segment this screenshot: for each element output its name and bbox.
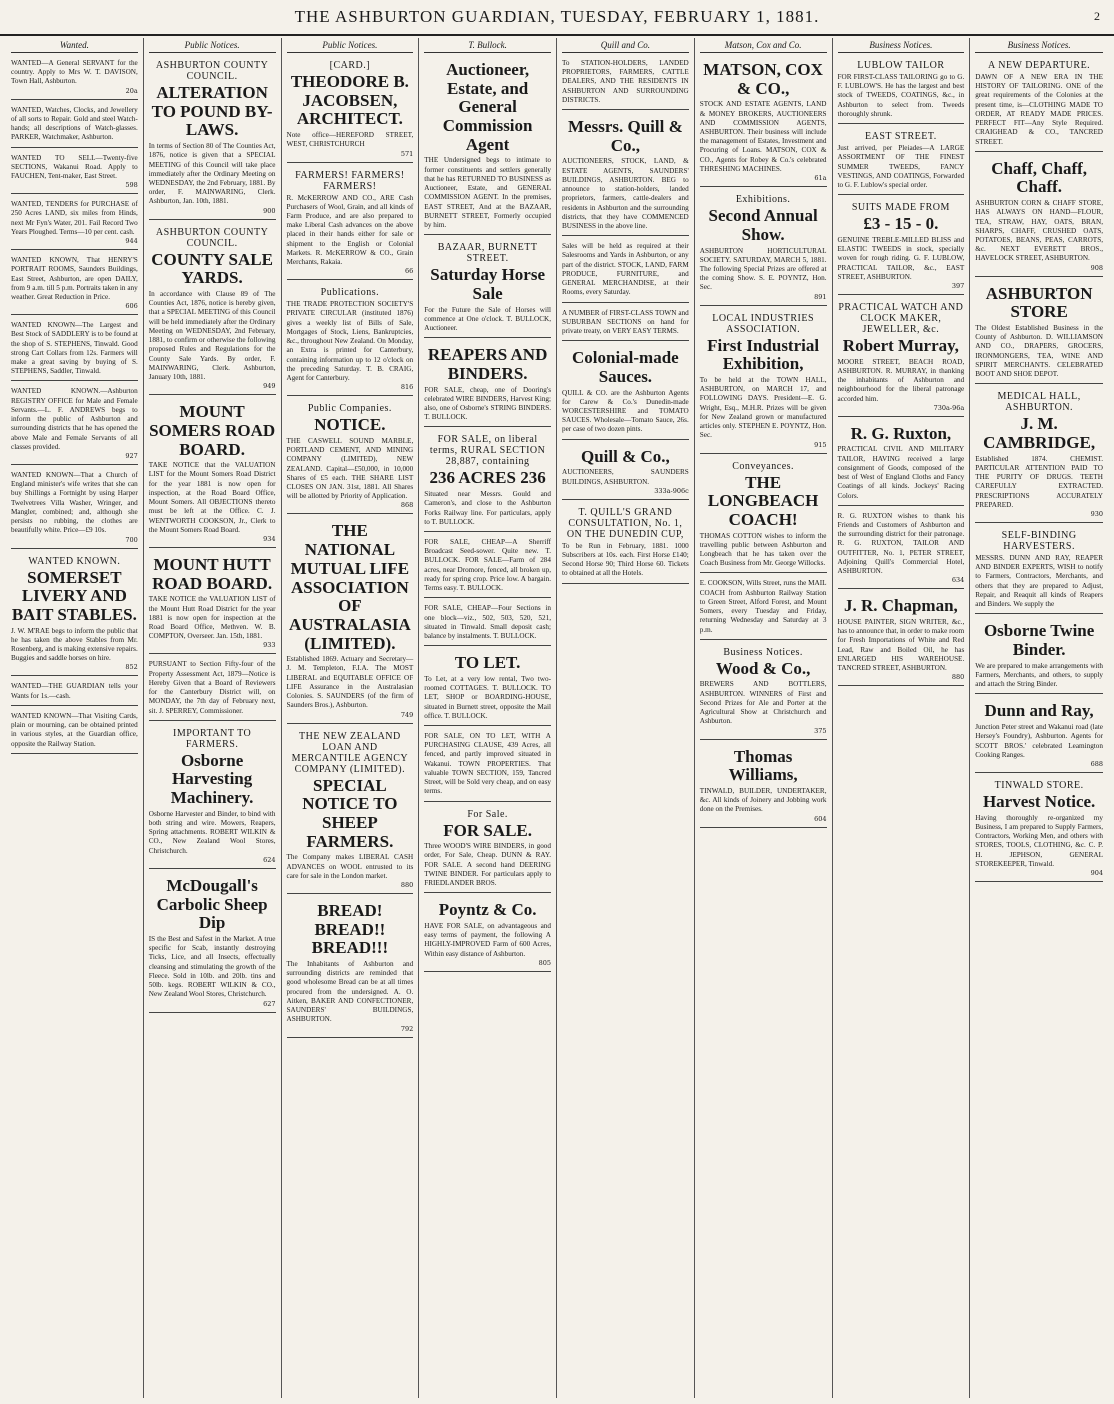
ad-body: FOR SALE, ON TO LET, WITH A PURCHASING CLAUSE, 439 Acres, all fenced, and partly improved situated in Wakanui. TOWN PROPERTIES. That valuable TOWN SECTION, 159, Tancred Street, will be Sold very cheap, and on easy terms. (424, 732, 551, 796)
ad-reference-number: 930 (1090, 510, 1103, 519)
ad-heading: ASHBURTON COUNTY COUNCIL. (155, 60, 269, 82)
ad-title: NOTICE. (314, 415, 386, 435)
ad-title: SOMERSET LIVERY AND BAIT STABLES. (11, 567, 137, 624)
ad-body: GENUINE TREBLE-MILLED BLISS and ELASTIC TWEEDS in stock, specially woven for rough riding. G. F. LUBLOW, PRACTICAL TAILOR, &c., EAST STREET, ASHBURTON. (837, 235, 965, 281)
column-4 (419, 38, 557, 1398)
advertisement (838, 298, 965, 417)
ad-title: Poyntz & Co. (438, 900, 537, 920)
advertisement (11, 468, 138, 549)
ad-heading: ASHBURTON COUNTY COUNCIL. (155, 226, 269, 249)
ad-body: THE CASWELL SOUND MARBLE, PORTLAND CEMENT, AND MINING COMPANY (LIMITED), NEW ZEALAND. Capital—£50,000, in 10,000 Shares of £5 each. THE SHARE LIST CLOSES ON JAN. 31st, 1881. All Shares will be allotted by Priority of Application. (286, 436, 414, 501)
ad-reference-number: 397 (951, 281, 965, 290)
ad-body: WANTED TO SELL—Twenty-five SECTIONS, Wakanui Road. Apply to FAUCHEN, Tent-maker, East Street. (11, 153, 138, 180)
ad-reference-number: 880 (951, 673, 965, 682)
advertisement (424, 535, 551, 598)
ad-title: THE NATIONAL MUTUAL LIFE ASSOCIATION OF AUSTRALASIA (LIMITED). (288, 521, 411, 653)
ad-reference-number: 61a (814, 174, 827, 183)
ad-title: Harvest Notice. (982, 791, 1096, 811)
ad-reference-number: 604 (814, 814, 827, 823)
ad-body: The Company makes LIBERAL CASH ADVANCES on WOOL entrusted to its care for sale in the London market. (286, 853, 414, 880)
ad-title: MATSON, COX & CO., (703, 60, 823, 98)
advertisement (287, 283, 414, 396)
ad-title: THEODORE B. JACOBSEN, ARCHITECT. (290, 72, 409, 129)
ad-body: We are prepared to make arrangements with Farmers, Merchants, and others, to supply and attach the String Binder. (975, 661, 1103, 689)
ad-title: Osborne Harvesting Machinery. (170, 750, 254, 808)
ad-heading: BAZAAR, BURNETT STREET. (437, 242, 538, 265)
advertisement (975, 776, 1103, 882)
advertisement (11, 552, 138, 677)
column-8 (970, 38, 1108, 1398)
advertisement (838, 420, 965, 506)
ad-reference-number: 598 (125, 181, 138, 190)
advertisement (149, 56, 276, 220)
newspaper-title: THE ASHBURTON GUARDIAN, TUESDAY, FEBRUARY 1, 1881. (294, 7, 820, 26)
advertisement (11, 709, 138, 754)
advertisement (424, 56, 551, 235)
ad-body: FOR SALE, CHEAP—Four Sections in one block—viz., 502, 503, 520, 521, situated in Tinwald. Small deposit cash; balance by instalments. T. BULLOCK. (424, 604, 551, 640)
ad-body: WANTED KNOWN—The Largest and Best Stock of SADDLERY is to be found at the shop of S. STEPHENS, Tinwald. Good strong Cart Collars from 12s. Farmers will make a great saving by buying of S. STEPHENS, Saddler, Tinwald. (11, 321, 138, 376)
advertisement (700, 309, 827, 454)
newspaper-columns (6, 38, 1108, 1398)
ad-body: To be Run in February, 1881. 1000 Subscribers at 10s. each. First Horse £140; Second Horse 90; Third Horse 60. Tickets to obtained at all the Hotels. (562, 541, 689, 578)
advertisement (11, 318, 138, 381)
advertisement (11, 56, 138, 100)
advertisement (424, 729, 551, 802)
ad-body: FOR SALE, CHEAP—A Sherriff Broadcast Seed-sower. Quite new. T. BULLOCK. FOR SALE—Farm of 284 acres, near Dromore, fenced, all broken up, ready for spring crop. Price low. A bargain. Terms easy. T. BULLOCK. (424, 538, 551, 593)
ad-reference-number: 949 (263, 382, 276, 391)
ad-body: FOR FIRST-CLASS TAILORING go to G. F. LUBLOW'S. He has the largest and best stock of TWEEDS, COATINGS, &c., in Ashburton to select from. Tweeds thoroughly shrunk. (837, 73, 965, 118)
ad-body: TAKE NOTICE that the VALUATION LIST for the Mount Somers Road District for the year 1881 is now open for inspection, at the Road Board Office, Mount Somers. All OBJECTIONS thereto must be left at the Office. C. J. WENTWORTH COOKSON, Jr., Clerk to the Mount Somers Road Board. (148, 461, 276, 534)
ad-title: Auctioneer, Estate, and General Commission Agent (442, 60, 533, 154)
ad-title: MOUNT HUTT ROAD BOARD. (152, 554, 273, 593)
column-header: Business Notices. (975, 38, 1103, 53)
advertisement (975, 387, 1103, 523)
column-header: T. Bullock. (424, 38, 551, 53)
ad-heading: Publications. (320, 287, 380, 299)
ad-title: Osborne Twine Binder. (983, 621, 1095, 660)
column-6 (695, 38, 833, 1398)
ad-reference-number: 868 (400, 501, 414, 510)
ad-body: To be held at the TOWN HALL, ASHBURTON, on MARCH 17, and FOLLOWING DAYS. President—E. G. Wright, Esq., M.H.R. Prizes will be given for New Zealand grown or manufactured articles only. STEPHEN E. POYNTZ, Hon. Sec. (699, 375, 827, 440)
advertisement (700, 643, 827, 740)
advertisement (287, 166, 414, 281)
ad-body: R. McKERROW AND CO., ARE Cash Purchasers of Wool, Grain, and all kinds of Farm Produce, and are also prepared to make Liberal Cash advances on the above placed in their hands either for sale or shipment to the English or Colonial Markets. R. McKERROW & CO., Grain Merchants, Rakaia. (286, 193, 414, 267)
masthead (0, 0, 1114, 36)
advertisement (424, 896, 551, 972)
advertisement (11, 384, 138, 465)
ad-body: STOCK AND ESTATE AGENTS, LAND & MONEY BROKERS, AUCTIONEERS AND COMMISSION AGENTS, ASHBURTON. Their business will include the management of Estates, Investment and Procuring of Loans. MATSON, COX & CO., Agents for Robey & Co.'s celebrated THRESHING MACHINES. (699, 100, 827, 173)
ad-reference-number: 688 (1090, 759, 1103, 768)
ad-heading: Public Companies. (307, 403, 392, 415)
column-7 (833, 38, 971, 1398)
ad-body: ASHBURTON CORN & CHAFF STORE, HAS ALWAYS ON HAND—FLOUR, TEA, STRAW, HAY, OATS, BRAN, SHARPS, CHAFF, CRUSHED OATS, POTATOES, BEANS, PEAS, CARROTS, &c. NEXT EVERETT BROS., HAVELOCK STREET, ASHBURTON. (975, 199, 1103, 263)
ad-body: WANTED, Watches, Clocks, and Jewellery of all sorts to Repair. Gold and steel Watch-hands; all descriptions of Watch-glasses. PARKER, Watchmaker, Ashburton. (11, 105, 138, 142)
advertisement (838, 592, 965, 686)
advertisement (975, 697, 1103, 773)
ad-heading: SUITS MADE FROM (851, 202, 950, 214)
ad-reference-number: 927 (125, 452, 138, 460)
advertisement (11, 151, 138, 195)
column-header: Quill and Co. (562, 38, 689, 53)
ad-body: Note office—HEREFORD STREET, WEST, CHRISTCHURCH (286, 131, 414, 149)
ad-reference-number: 816 (400, 383, 414, 392)
ad-body: Just arrived, per Pleiades—A LARGE ASSORTMENT OF THE FINEST SUMMER TWEEDS, FANCY VESTINGS, AND COATINGS, Forwarded to G. F. Lublow's special order. (837, 144, 965, 189)
ad-body: AUCTIONEERS, STOCK, LAND, & ESTATE AGENTS, SAUNDERS' BUILDINGS, ASHBURTON. BEG to announce to station-holders, landed proprietors, farmers, cattle-dealers and residents in Ashburton and the surrounding districts, that they have COMMENCED BUSINESS in the above line. (562, 157, 689, 230)
ad-body: AUCTIONEERS, SAUNDERS BUILDINGS, ASHBURTON. (562, 468, 689, 486)
ad-title: £3 - 15 - 0. (863, 214, 939, 234)
ad-title: BREAD! BREAD!! BREAD!!! (311, 900, 389, 958)
ad-body: IS the Best and Safest in the Market. A true specific for Scab, instantly destroying Ticks, Lice, and all Insects, effectually cleansing and stimulating the growth of the Fleece. Sold in 10lb. and 20lb. tins and 50lb. kegs. ROBERT WILKIN & CO., New Zealand Wool Stores, Christchurch. (148, 934, 276, 999)
ad-reference-number: 571 (400, 149, 414, 158)
ad-heading: EAST STREET. (865, 131, 937, 143)
ad-heading: FARMERS! FARMERS! FARMERS! (295, 169, 405, 192)
advertisement (149, 872, 276, 1013)
ad-body: MESSRS. DUNN AND RAY, REAPER AND BINDER EXPERTS, WISH to notify to Farmers, Contractors, Merchants, and others that they are prepared to Adjust, Repair, and Reaquit all kinds of Reapers and Binders. We supply the (975, 554, 1103, 609)
ad-reference-number: 904 (1090, 868, 1103, 877)
ad-reference-number: 852 (125, 663, 138, 672)
advertisement (424, 601, 551, 646)
ad-body: WANTED KNOWN—That Visiting Cards, plain or mourning, can be obtained printed in various styles, at the Guardian office, opposite the Railway Station. (11, 711, 138, 748)
ad-title: Wood & Co., (715, 658, 811, 678)
ad-reference-number: 606 (125, 302, 138, 311)
ad-title: Robert Murray, (842, 335, 959, 355)
ad-heading: WANTED KNOWN. (28, 555, 121, 567)
ad-title: Messrs. Quill & Co., (568, 117, 683, 155)
ad-body: THOMAS COTTON wishes to inform the travelling public between Ashburton and Longbeach that he has taken over the Coach Business from Mr. George Willocks. (699, 531, 827, 568)
advertisement (700, 56, 827, 187)
ad-title: Dunn and Ray, (984, 701, 1094, 721)
ad-reference-number: 20a (125, 86, 138, 95)
column-header: Wanted. (11, 38, 138, 53)
ad-body: TAKE NOTICE the VALUATION LIST of the Mount Hutt Road District for the year 1881 is now open for inspection at the Road Board Office, Methven. W. B. COMPTON, Overseer. Jan. 15th, 1881. (148, 595, 276, 641)
advertisement (287, 56, 414, 163)
ad-reference-number: 66 (404, 267, 414, 276)
ad-reference-number: 634 (951, 576, 965, 585)
advertisement (975, 155, 1103, 277)
ad-title: THE LONGBEACH COACH! (707, 472, 819, 529)
advertisement (838, 127, 965, 195)
ad-title: Colonial-made Sauces. (572, 348, 679, 386)
ad-reference-number: 624 (263, 855, 276, 864)
ad-heading: For Sale. (467, 808, 508, 820)
ad-title: Second Annual Show. (708, 206, 818, 244)
ad-title: COUNTY SALE YARDS. (151, 249, 273, 288)
ad-body: Established 1869. Actuary and Secretary—J. M. Templeton, F.I.A. The MOST LIBERAL and EQUITABLE OFFICE OF LIFE Assurance in the Australasian Colonies. S. SAUNDERS (of the firm of Saunders Bros.), Ashburton. (286, 655, 414, 710)
advertisement (149, 223, 276, 396)
ad-reference-number: 934 (263, 534, 276, 543)
advertisement (700, 743, 827, 828)
advertisement (838, 509, 965, 590)
ad-title: FOR SALE. (443, 820, 533, 840)
advertisement (700, 190, 827, 305)
ad-reference-number: 627 (263, 999, 276, 1008)
ad-heading: [CARD.] (329, 60, 371, 71)
advertisement (149, 657, 276, 720)
ad-reference-number: 880 (400, 880, 414, 889)
ad-reference-number: 944 (125, 237, 138, 246)
ad-title: R. G. Ruxton, (850, 423, 952, 443)
ad-reference-number: 792 (400, 1024, 414, 1033)
advertisement (149, 551, 276, 654)
ad-body: Junction Peter street and Wakanui road (late Hersey's Foundry), Ashburton. Agents for SCOTT BROS.' celebrated Leamington Cooking Ranges. (975, 723, 1103, 759)
ad-body: BREWERS AND BOTTLERS, ASHBURTON. WINNERS of First and Second Prizes for Ale and Porter at the Agricultural Show at Christchurch and Ashburton. (699, 680, 827, 726)
column-header: Business Notices. (838, 38, 965, 53)
advertisement (562, 56, 689, 110)
advertisement (287, 897, 414, 1038)
ad-heading: MEDICAL HALL, ASHBURTON. (997, 391, 1081, 414)
ad-heading: T. QUILL'S GRAND CONSULTATION, No. 1, ON THE DUNEDIN CUP, (566, 506, 684, 540)
column-3 (282, 38, 420, 1398)
ad-heading: LUBLOW TAILOR (857, 60, 945, 71)
ad-reference-number: 375 (814, 726, 827, 735)
ad-heading: THE NEW ZEALAND LOAN AND MERCANTILE AGENCY COMPANY (LIMITED). (291, 730, 409, 775)
ad-body: J. W. M'RAE begs to inform the public that he has taken the above Stables from Mr. Rosenberg, and is making extensive repairs. Buggies and saddle horses on hire. (11, 626, 138, 663)
advertisement (287, 517, 414, 723)
advertisement (11, 197, 138, 250)
ad-heading: A NEW DEPARTURE. (988, 60, 1091, 71)
advertisement (424, 341, 551, 427)
ad-body: The Inhabitants of Ashburton and surrounding districts are reminded that good wholesome Bread can be at all times procured from the undersigned. A. O. Aitken, BAKER AND CONFECTIONER, SAUNDERS' BUILDINGS, ASHBURTON. (286, 960, 414, 1024)
ad-body: Having thoroughly re-organized my Business, I am prepared to Supply Farmers, Contractors, Working Men, and others with STORES, TOOLS, CLOTHING, &c. C. P. H. JEPHSON, GENERAL STOREKEEPER, Tinwald. (975, 813, 1103, 868)
ad-title: ASHBURTON STORE (985, 283, 1093, 322)
advertisement (287, 399, 414, 514)
advertisement (11, 679, 138, 705)
ad-body: To STATION-HOLDERS, LANDED PROPRIETORS, FARMERS, CATTLE DEALERS, AND THE RESIDENTS IN ASHBURTON AND SURROUNDING DISTRICTS. (562, 59, 689, 104)
ad-title: J. R. Chapman, (843, 596, 958, 616)
ad-body: The Oldest Established Business in the County of Ashburton. D. WILLIAMSON AND CO., DRAPERS, GROCERS, IRONMONGERS, TEA, WINE AND SPIRIT MERCHANTS. CELEBRATED BOOT AND SHOE DEPOT. (975, 324, 1103, 379)
advertisement (562, 113, 689, 236)
ad-body: Osborne Harvester and Binder, to bind with both string and wire. Mowers, Reapers, Spring attachments. ROBERT WILKIN & CO., New Zealand Wool Stores, Christchurch. (148, 809, 276, 855)
advertisement (975, 526, 1103, 614)
ad-body: HOUSE PAINTER, SIGN WRITER, &c., has to announce that, in order to make room for Fresh Importations of White and Red Lead, Raw and Boiled Oil, he has ENLARGED HIS WAREHOUSE. TANCRED STREET, ASHBURTON. (837, 617, 965, 673)
ad-body: THE Undersigned begs to intimate to former constituents and settlers generally that he has RETURNED TO BUSINESS as Auctioneer, Estate, and GENERAL COMMISSION AGENT. In the premises, EAST STREET, And at the BAZAAR, BURNETT STREET, Formerly occupied by him. (424, 156, 551, 229)
advertisement (11, 253, 138, 315)
ad-heading: PRACTICAL WATCH AND CLOCK MAKER, JEWELLER, &c. (838, 301, 964, 335)
ad-reference-number: 805 (538, 958, 551, 967)
ad-body: Three WOOD'S WIRE BINDERS, in good order, For Sale, Cheap. DUNN & RAY. FOR SALE. A second hand DEERING TWINE BINDER. For particulars apply to FRIEDLANDER BROS. (424, 842, 551, 888)
column-5 (557, 38, 695, 1398)
ad-title: Thomas Williams, (728, 746, 798, 785)
advertisement (700, 576, 827, 639)
ad-title: Saturday Horse Sale (430, 265, 545, 303)
ad-heading: Business Notices. (723, 646, 803, 658)
ad-reference-number: 700 (125, 535, 138, 544)
ad-body: ASHBURTON HORTICULTURAL SOCIETY. SATURDAY, MARCH 5, 1881. The following Special Prizes are offered at the coming Show. S. E. POYNTZ, Hon. Sec. (699, 246, 827, 292)
ad-body: HAVE FOR SALE, on advantageous and easy terms of payment, the following A HIGHLY-IMPROVED Farm of 600 Acres, Within easy distance of Ashburton. (424, 922, 551, 958)
advertisement (975, 617, 1103, 694)
column-1 (6, 38, 144, 1398)
ad-body: WANTED, TENDERS for PURCHASE of 250 Acres LAND, six miles from Hinds, next Mr Fyn's Water, 201. Fail Record Two Years Ploughed. Terms—10 per cent. cash. (11, 200, 138, 236)
advertisement (287, 727, 414, 894)
ad-reference-number: 730a-96a (933, 403, 965, 412)
ad-body: In terms of Section 80 of The Counties Act, 1876, notice is given that a SPECIAL MEETING of this Council will take place immediately after the Ordinary Meeting on WEDNESDAY, the 2nd February, 1881. By order, F. MAINWARING, Clerk. Ashburton, Jan. 10th, 1881. (148, 142, 276, 206)
ad-body: To Let, at a very low rental, Two two-roomed COTTAGES. T. BULLOCK. TO LET, SHOP or BOARDING-HOUSE, situated in Burnett street, opposite the Mail office. T. BULLOCK. (424, 674, 551, 720)
ad-title: SPECIAL NOTICE TO SHEEP FARMERS. (302, 775, 398, 851)
ad-reference-number: 749 (400, 710, 414, 719)
ad-body: FOR SALE, cheap, one of Dooring's celebrated WIRE BINDERS, Harvest King; also, one of Osborne's STRING BINDERS. T. BULLOCK. (424, 385, 551, 422)
page-number: 2 (1094, 9, 1100, 23)
ad-body: THE TRADE PROTECTION SOCIETY'S PRIVATE CIRCULAR (instituted 1876) gives a weekly list of Bills of Sale, Mortgages of Stock, Liens, Bankruptcies, &c., throughout New Zealand. On Monday, an Extra is printed for Canterbury, containing information up to 12 o'clock on the preceding Saturday. T. B. CRAIG, Agent for Canterbury. (286, 300, 414, 382)
ad-title: McDougall's Carbolic Sheep Dip (156, 875, 268, 933)
column-header: Public Notices. (149, 38, 276, 53)
ad-heading: FOR SALE, on liberal terms, RURAL SECTION 28,887, containing (429, 434, 546, 468)
advertisement (149, 724, 276, 869)
ad-body: E. COOKSON, Wills Street, runs the MAIL COACH from Ashburton Railway Station to Green Street, Alford Forest, and Mount Somers, every Tuesday and Friday, returning Wednesday and Saturday at 3 p.m. (699, 579, 827, 634)
ad-body: Situated near Messrs. Gould and Cameron's, and close to the Ashburton Forks Railway line. For particulars, apply to T. BULLOCK. (424, 490, 551, 526)
ad-reference-number: 908 (1090, 263, 1103, 272)
ad-body: A NUMBER of FIRST-CLASS TOWN and SUBURBAN SECTIONS on hand for private treaty, on VERY EASY TERMS. (562, 308, 689, 335)
ad-title: J. M. CAMBRIDGE, (983, 414, 1096, 453)
ad-title: MOUNT SOMERS ROAD BOARD. (149, 402, 276, 459)
ad-body: R. G. RUXTON wishes to thank his Friends and Customers of Ashburton and the surrounding district for their patronage. R. G. RUXTON, TAILOR AND OUTFITTER, No. 1, PETER STREET, Adjoining Quill's Commercial Hotel, ASHBURTON. (837, 511, 965, 576)
advertisement (562, 503, 689, 584)
ad-reference-number: 933 (263, 641, 276, 650)
ad-body: In accordance with Clause 89 of The Counties Act, 1876, notice is hereby given, that a SPECIAL MEETING of this Council will be held immediately after the Ordinary Meeting on WEDNESDAY, 2nd February, 1881, to confirm or otherwise the following proposed Rules and Regulations for the County Sale Yards. By order, F. MAINWARING, Clerk. Ashburton, January 10th, 1881. (148, 289, 276, 381)
column-2 (144, 38, 282, 1398)
ad-body: QUILL & CO. are the Ashburton Agents for Carew & Co.'s Dunedin-made WORCESTERSHIRE and TOMATO SAUCES. Wholesale—Tomato Sauce, 26s. per case of two dozen pints. (562, 388, 689, 434)
ad-body: PRACTICAL CIVIL AND MILITARY TAILOR, HAVING received a large consignment of Goods, composed of the best of West of England Cloths and Fancy Coatings of all kinds. Jockeys' Racing Colors. (837, 445, 965, 500)
advertisement (424, 238, 551, 338)
advertisement (562, 239, 689, 302)
ad-body: WANTED KNOWN—That a Church of England minister's wife writes that she can buy Shillings a Fortnight by using Harper Twelvetrees Villa Washer, Wringer, and Mangler, combined; and, although she persists no rubbing, the clothes are beautifully white. Price—£9 10s. (11, 471, 138, 535)
advertisement (975, 56, 1103, 152)
ad-title: ALTERATION TO POUND BY-LAWS. (151, 83, 273, 140)
ad-body: Sales will be held as required at their Salesrooms and Yards in Ashburton, or any part of the district. STOCK, LAND, FARM PRODUCE, FURNITURE, and GENERAL MERCHANDISE, at their Rooms, every Saturday. (562, 242, 689, 297)
ad-body: WANTED—A General SERVANT for the country. Apply to Mrs W. T. DAVISON, Town Hall, Ashburton. (11, 59, 138, 86)
ad-reference-number: 891 (814, 292, 827, 301)
advertisement (562, 306, 689, 342)
ad-body: PURSUANT to Section Fifty-four of the Property Assessment Act, 1879—Notice is Hereby Given that a Board of Reviewers for the Canterbury District will, on MONDAY, the 7th day of February next, sit. J. SPERREY, Commissioner. (148, 660, 276, 715)
ad-title: REAPERS AND BINDERS. (427, 345, 548, 383)
ad-heading: Exhibitions. (735, 194, 791, 206)
advertisement (700, 457, 827, 574)
ad-heading: TINWALD STORE. (994, 779, 1084, 791)
ad-heading: LOCAL INDUSTRIES ASSOCIATION. (712, 312, 815, 335)
column-header: Public Notices. (287, 38, 414, 53)
ad-body: Established 1874. CHEMIST. PARTICULAR ATTENTION PAID TO THE PURITY OF DRUGS. TEETH CAREFULLY EXTRACTED. PRESCRIPTIONS ACCURATELY PREPARED. (975, 454, 1103, 509)
advertisement (975, 280, 1103, 385)
advertisement (424, 805, 551, 894)
ad-title: Quill & Co., (580, 446, 670, 466)
ad-body: WANTED KNOWN, That HENRY'S PORTRAIT ROOMS, Saunders Buildings, East Street, Ashburton, are open DAILY, from 9 a.m. till 5 p.m. Portraits taken in any weather. Great Reduction in Price. (11, 256, 138, 301)
ad-body: For the Future the Sale of Horses will commence at One o'clock. T. BULLOCK, Auctioneer. (424, 305, 551, 332)
ad-body: DAWN OF A NEW ERA IN THE HISTORY OF TAILORING. ONE of the great requirements of the Colonies at the present time, is—CLOTHING MADE TO ORDER, AT READY MADE PRICES. PERFECT FIT—Any Style Required. CRAIGHEAD & CO., TANCRED STREET. (975, 73, 1103, 146)
advertisement (424, 649, 551, 726)
advertisement (149, 398, 276, 548)
ad-heading: Conveyances. (732, 460, 795, 472)
ad-body: WANTED—THE GUARDIAN tells your Wants for 1s.—cash. (11, 682, 138, 700)
ad-title: 236 ACRES 236 (429, 468, 546, 488)
ad-body: WANTED KNOWN.—Ashburton REGISTRY OFFICE for Male and Female Servants.—L. F. ANDREWS begs to inform the public of Ashburton and surrounding districts that he has opened the above Male and Female Servants of all classes provided. (11, 387, 138, 451)
advertisement (562, 344, 689, 439)
advertisement (11, 103, 138, 148)
advertisement (562, 443, 689, 500)
column-header: Matson, Cox and Co. (700, 38, 827, 53)
advertisement (424, 430, 551, 532)
ad-body: MOORE STREET, BEACH ROAD, ASHBURTON. R. MURRAY, in thanking the inhabitants of Ashburton and neighbourhood for the liberal patronage accorded him. (837, 357, 965, 403)
ad-title: TO LET. (454, 653, 521, 673)
ad-reference-number: 900 (263, 206, 276, 215)
ad-title: Chaff, Chaff, Chaff. (991, 158, 1088, 197)
ad-reference-number: 915 (814, 440, 827, 449)
ad-reference-number: 333a-906c (654, 486, 689, 495)
advertisement (838, 56, 965, 124)
ad-body: TINWALD, BUILDER, UNDERTAKER, &c. All kinds of Joinery and Jobbing work done on the Premises. (699, 786, 827, 814)
ad-heading: IMPORTANT TO FARMERS. (173, 727, 252, 750)
ad-title: First Industrial Exhibition, (707, 335, 820, 374)
ad-heading: SELF-BINDING HARVESTERS. (1001, 530, 1077, 553)
advertisement (838, 198, 965, 295)
